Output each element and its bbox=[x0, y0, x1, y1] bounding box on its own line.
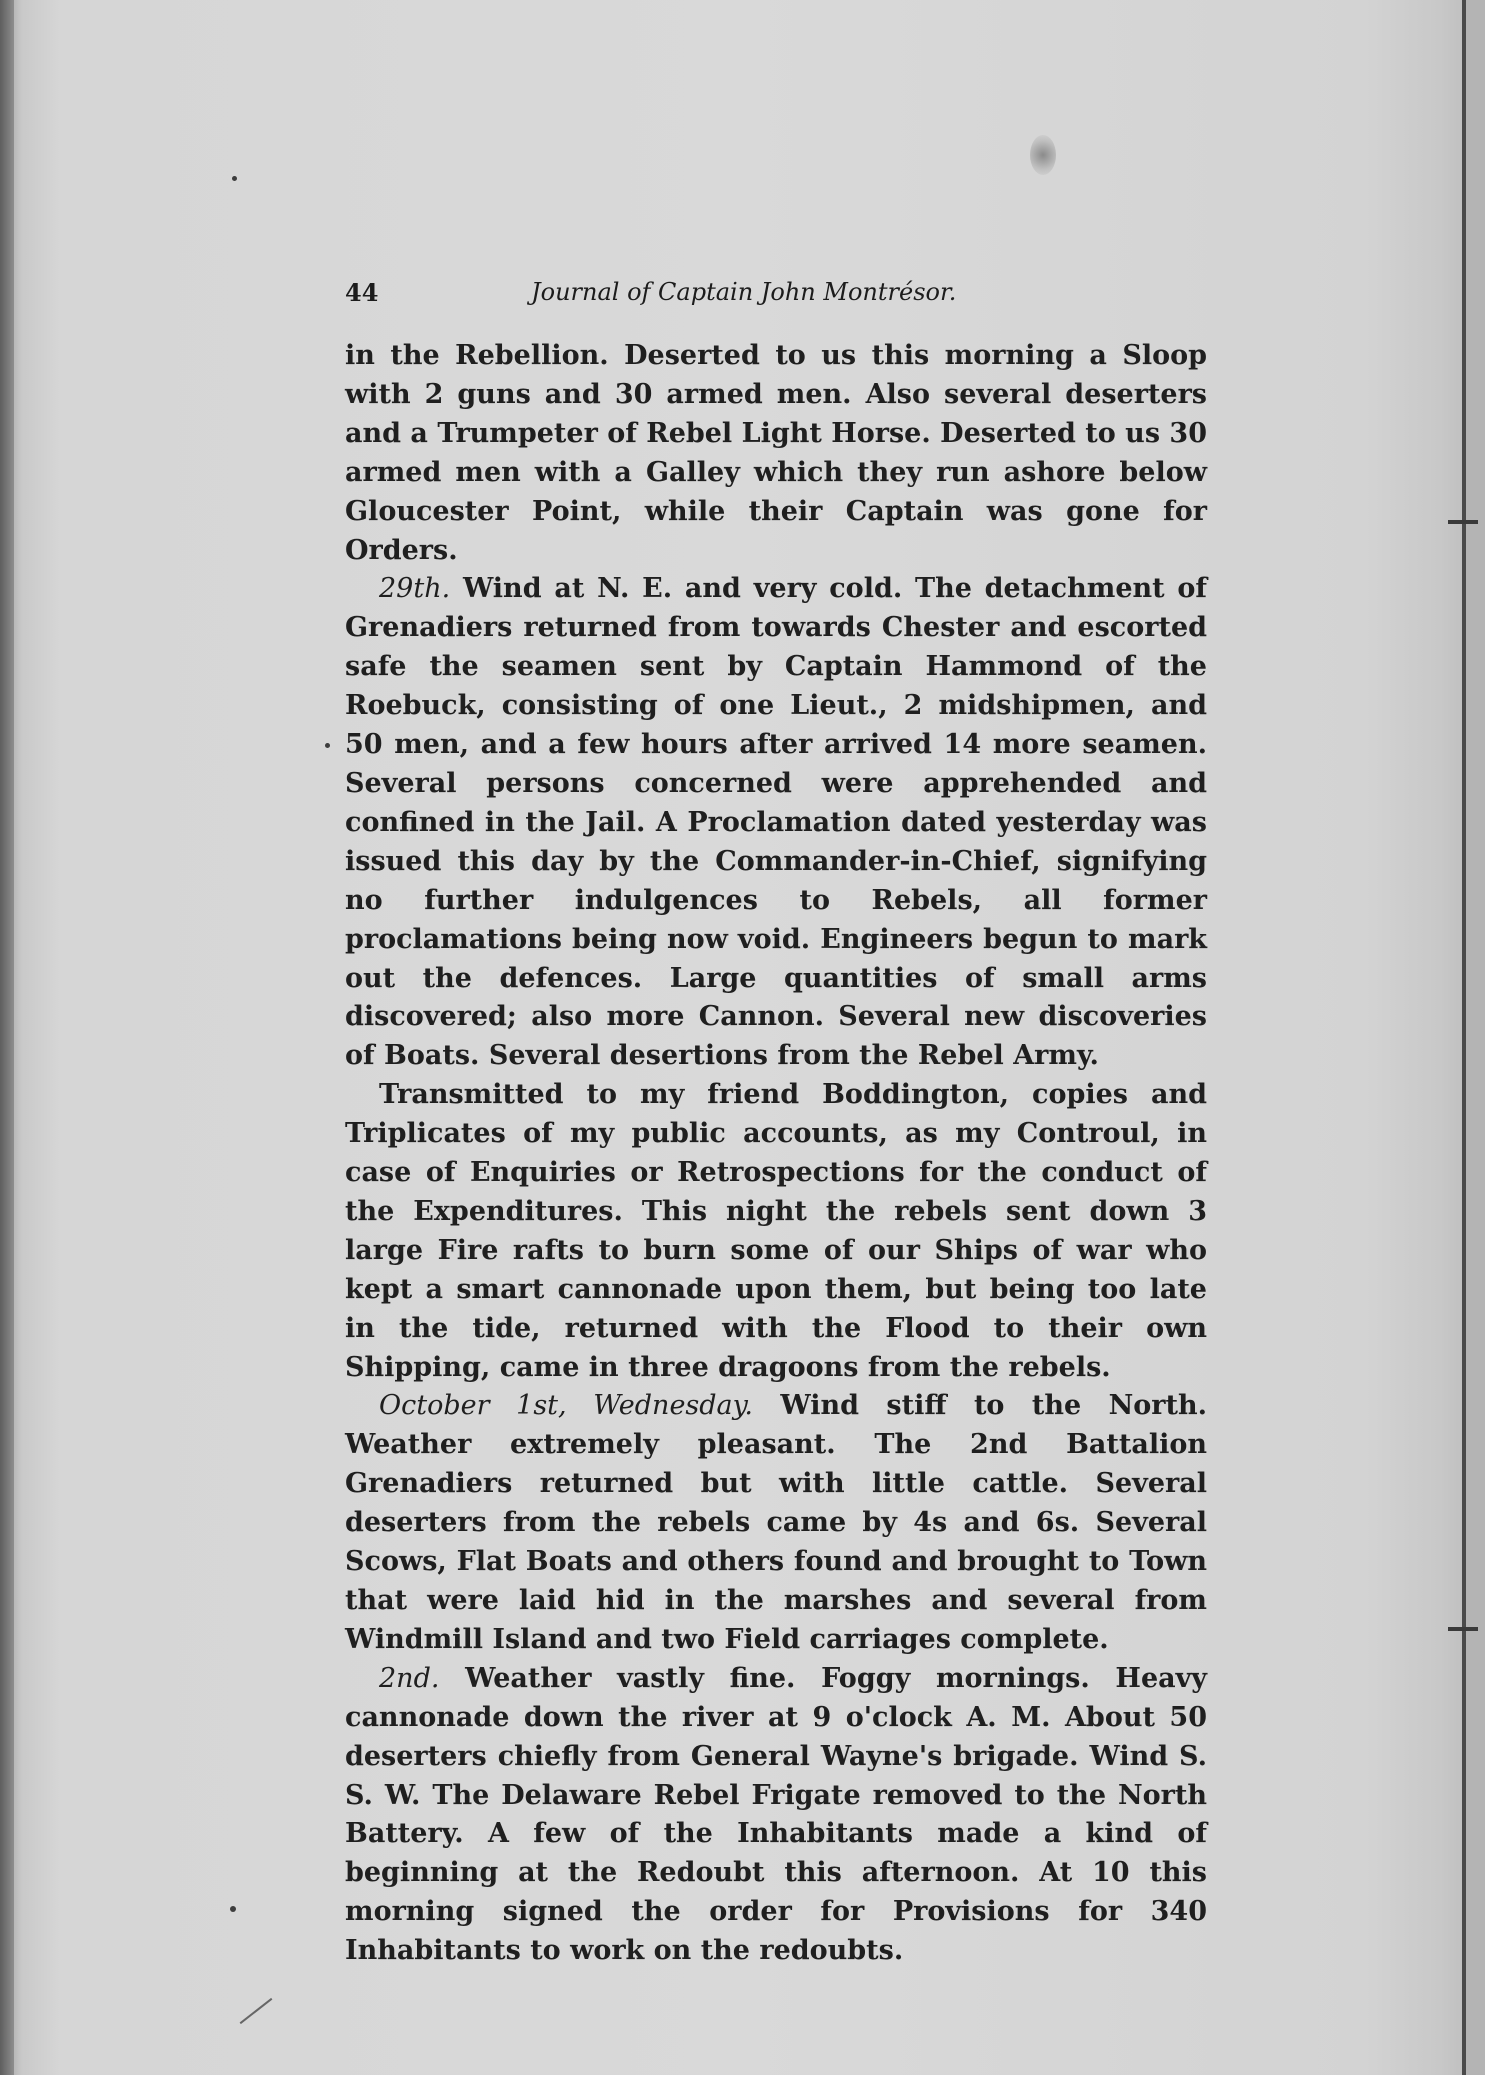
paragraph-text: in the Rebellion. Deserted to us this morning a Sloop with 2 guns and 30 armed men. Also several deserters and a Trumpeter of Rebel Light Horse. Deserted to us 30 armed men with a Galley which they run ashore below Gloucester Point, while their Captain was gone for Orders. bbox=[345, 340, 1207, 566]
journal-paragraph bbox=[345, 337, 1207, 570]
page-left-edge bbox=[0, 0, 14, 2075]
page-number: 44 bbox=[345, 278, 379, 307]
paragraph-text: Transmitted to my friend Boddington, copies and Triplicates of my public accounts, as my Controul, in case of Enquiries or Retrospections for the conduct of the Expenditures. This night the rebels sent down 3 large Fire rafts to burn some of our Ships of war who kept a smart cannonade upon them, but being too late in the tide, returned with the Flood to their own Shipping, came in three dragoons from the rebels. bbox=[345, 1079, 1207, 1383]
dust-speck bbox=[325, 743, 330, 748]
journal-entry-october-1st bbox=[345, 1387, 1207, 1659]
ink-smudge bbox=[1030, 135, 1056, 175]
entry-date: 2nd. bbox=[379, 1662, 440, 1694]
journal-body bbox=[345, 337, 1207, 1971]
dust-speck bbox=[232, 176, 237, 181]
page-right-margin bbox=[1466, 0, 1485, 2075]
running-head: Journal of Captain John Montrésor. bbox=[531, 278, 957, 306]
rule-tick-upper bbox=[1448, 520, 1478, 524]
paragraph-text: Weather vastly fine. Foggy mornings. Heavy cannonade down the river at 9 o'clock A. M. About 50 deserters chiefly from General Wayne's brigade. Wind S. S. W. The Delaware Rebel Frigate removed to the North Battery. A few of the Inhabitants made a kind of beginning at the Redoubt this afternoon. At 10 this morning signed the order for Provisions for 340 Inhabitants to work on the redoubts. bbox=[345, 1662, 1207, 1967]
paragraph-text: Wind stiff to the North. Weather extremely pleasant. The 2nd Battalion Grenadiers returned but with little cattle. Several deserters from the rebels came by 4s and 6s. Several Scows, Flat Boats and others found and brought to Town that were laid hid in the marshes and several from Windmill Island and two Field carriages complete. bbox=[345, 1390, 1207, 1655]
dust-speck bbox=[230, 1906, 236, 1912]
binding-rule bbox=[1462, 0, 1466, 2075]
journal-entry-2nd bbox=[345, 1660, 1207, 1971]
journal-paragraph bbox=[345, 1076, 1207, 1387]
scratch-mark bbox=[240, 1998, 273, 2024]
entry-date: 29th. bbox=[379, 573, 451, 605]
entry-date: October 1st, Wednesday. bbox=[379, 1390, 753, 1422]
page-header bbox=[345, 278, 1207, 318]
rule-tick-lower bbox=[1448, 1627, 1478, 1631]
paragraph-text: Wind at N. E. and very cold. The detachment of Grenadiers returned from towards Chester and escorted safe the seamen sent by Captain Hammond of the Roebuck, consisting of one Lieut., 2 midshipmen, and 50 men, and a few hours after arrived 14 more seamen. Several persons concerned were apprehended and confined in the Jail. A Proclamation dated yesterday was issued this day by the Commander-in-Chief, signifying no further indulgences to Rebels, all former proclamations being now void. Engineers begun to mark out the defences. Large quantities of small arms discovered; also more Cannon. Several new discoveries of Boats. Several desertions from the Rebel Army. bbox=[345, 573, 1207, 1072]
journal-entry-29th bbox=[345, 570, 1207, 1076]
